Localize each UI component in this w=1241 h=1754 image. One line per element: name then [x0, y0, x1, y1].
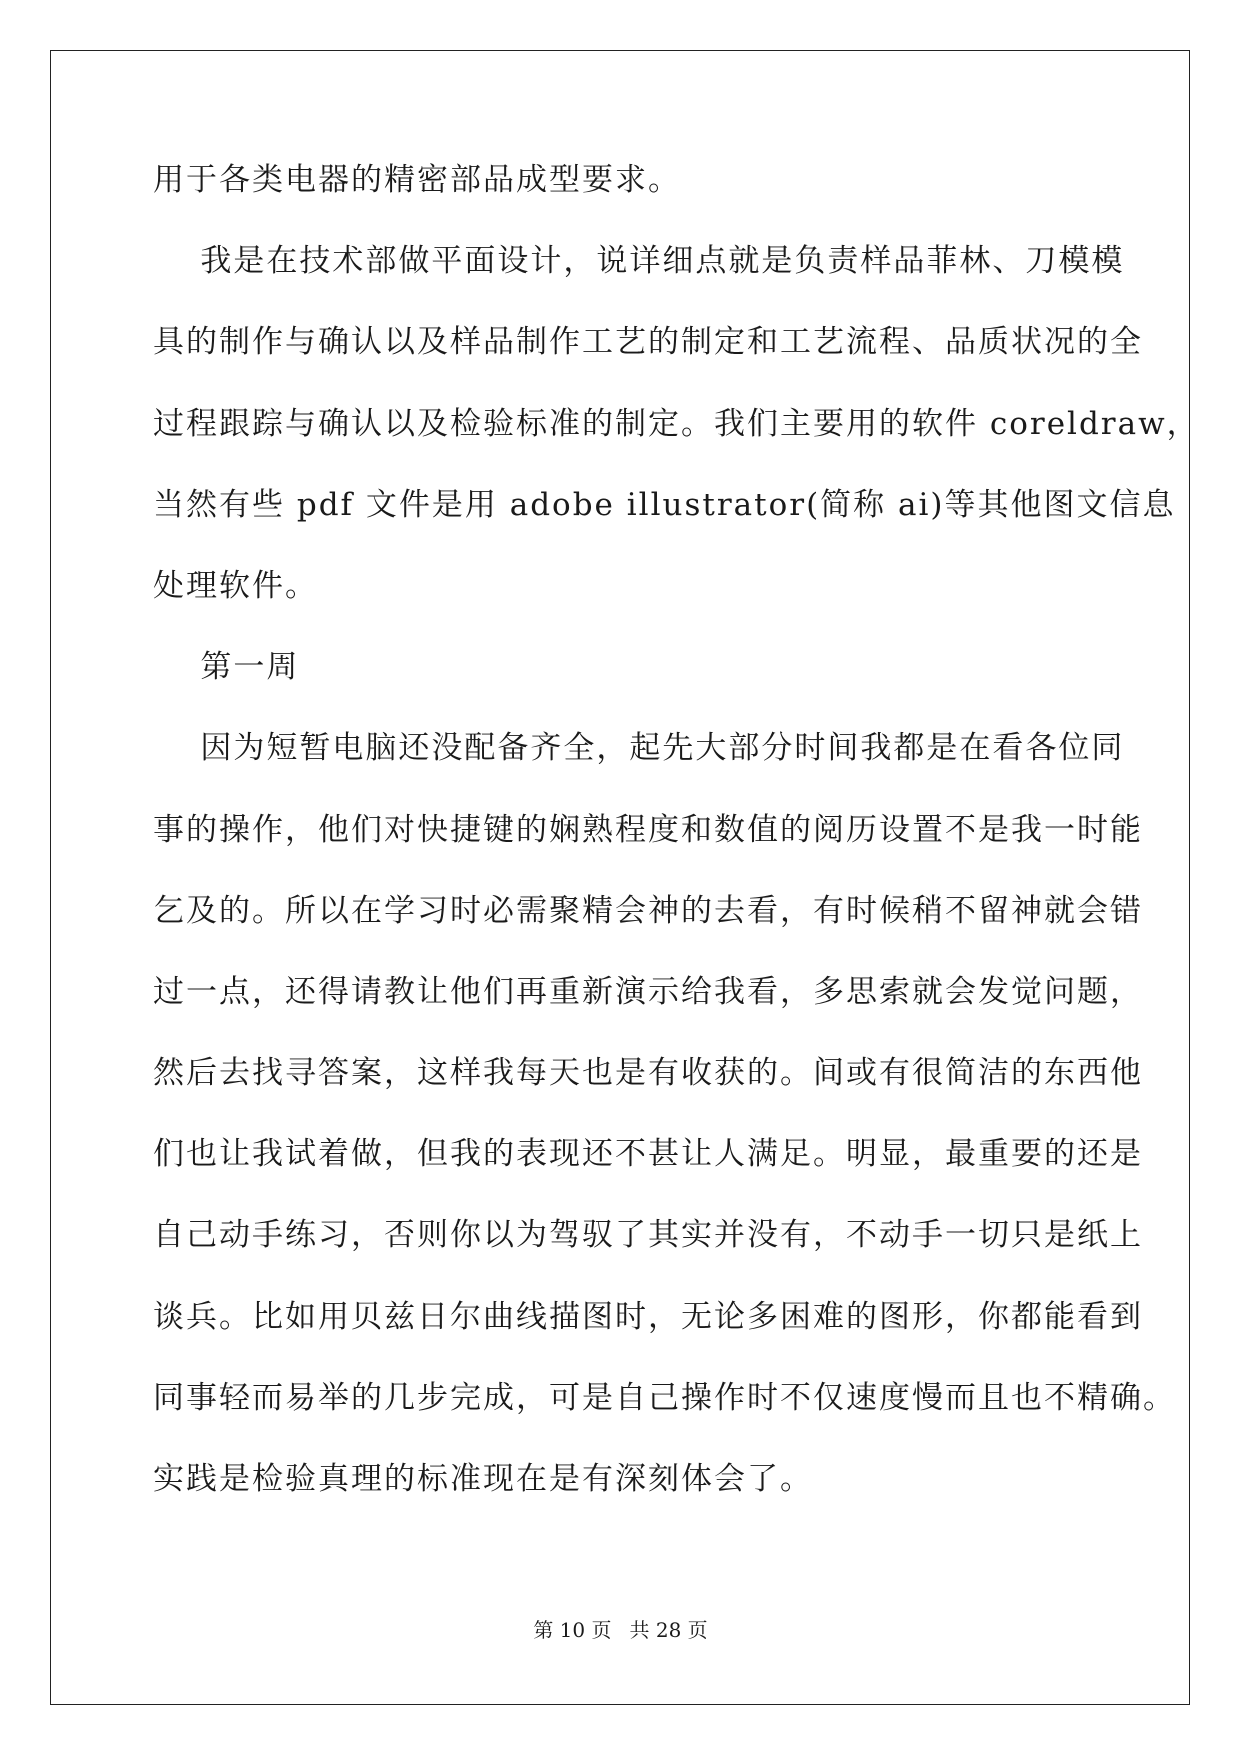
- text-line: 因为短暂电脑还没配备齐全，起先大部分时间我都是在看各位同: [153, 730, 1125, 767]
- text-line: 同事轻而易举的几步完成，可是自己操作时不仅速度慢而且也不精确。: [153, 1379, 1176, 1416]
- text-line: 当然有些 pdf 文件是用 adobe illustrator(简称 ai)等其他图文信息: [153, 486, 1176, 523]
- text-line: 实践是检验真理的标准现在是有深刻体会了。: [153, 1461, 813, 1497]
- text-line: 谈兵。比如用贝兹日尔曲线描图时，无论多困难的图形，你都能看到: [153, 1298, 1143, 1335]
- text-line: 自己动手练习，否则你以为驾驭了其实并没有，不动手一切只是纸上: [153, 1217, 1143, 1254]
- text-line: 然后去找寻答案，这样我每天也是有收获的。间或有很简洁的东西他: [153, 1055, 1143, 1092]
- page-total: 共 28 页: [629, 1618, 708, 1642]
- text-line: 用于各类电器的精密部品成型要求。: [153, 162, 681, 198]
- text-line: 过程跟踪与确认以及检验标准的制定。我们主要用的软件 coreldraw，: [153, 405, 1200, 442]
- text-line: 乞及的。所以在学习时必需聚精会神的去看，有时候稍不留神就会错: [153, 892, 1143, 929]
- page-footer: [0, 1617, 1241, 1643]
- text-line: 处理软件。: [153, 567, 318, 604]
- text-line: 们也让我试着做，但我的表现还不甚让人满足。明显，最重要的还是: [153, 1136, 1143, 1173]
- document-body: [153, 160, 1200, 1540]
- page-number: 第 10 页: [533, 1618, 612, 1642]
- text-line: 事的操作，他们对快捷键的娴熟程度和数值的阅历设置不是我一时能: [153, 811, 1143, 848]
- text-line: 具的制作与确认以及样品制作工艺的制定和工艺流程、品质状况的全: [153, 324, 1143, 361]
- text-line: 过一点，还得请教让他们再重新演示给我看，多思索就会发觉问题，: [153, 973, 1143, 1010]
- text-line: 我是在技术部做平面设计，说详细点就是负责样品菲林、刀模模: [153, 243, 1125, 280]
- text-line: 第一周: [153, 649, 300, 686]
